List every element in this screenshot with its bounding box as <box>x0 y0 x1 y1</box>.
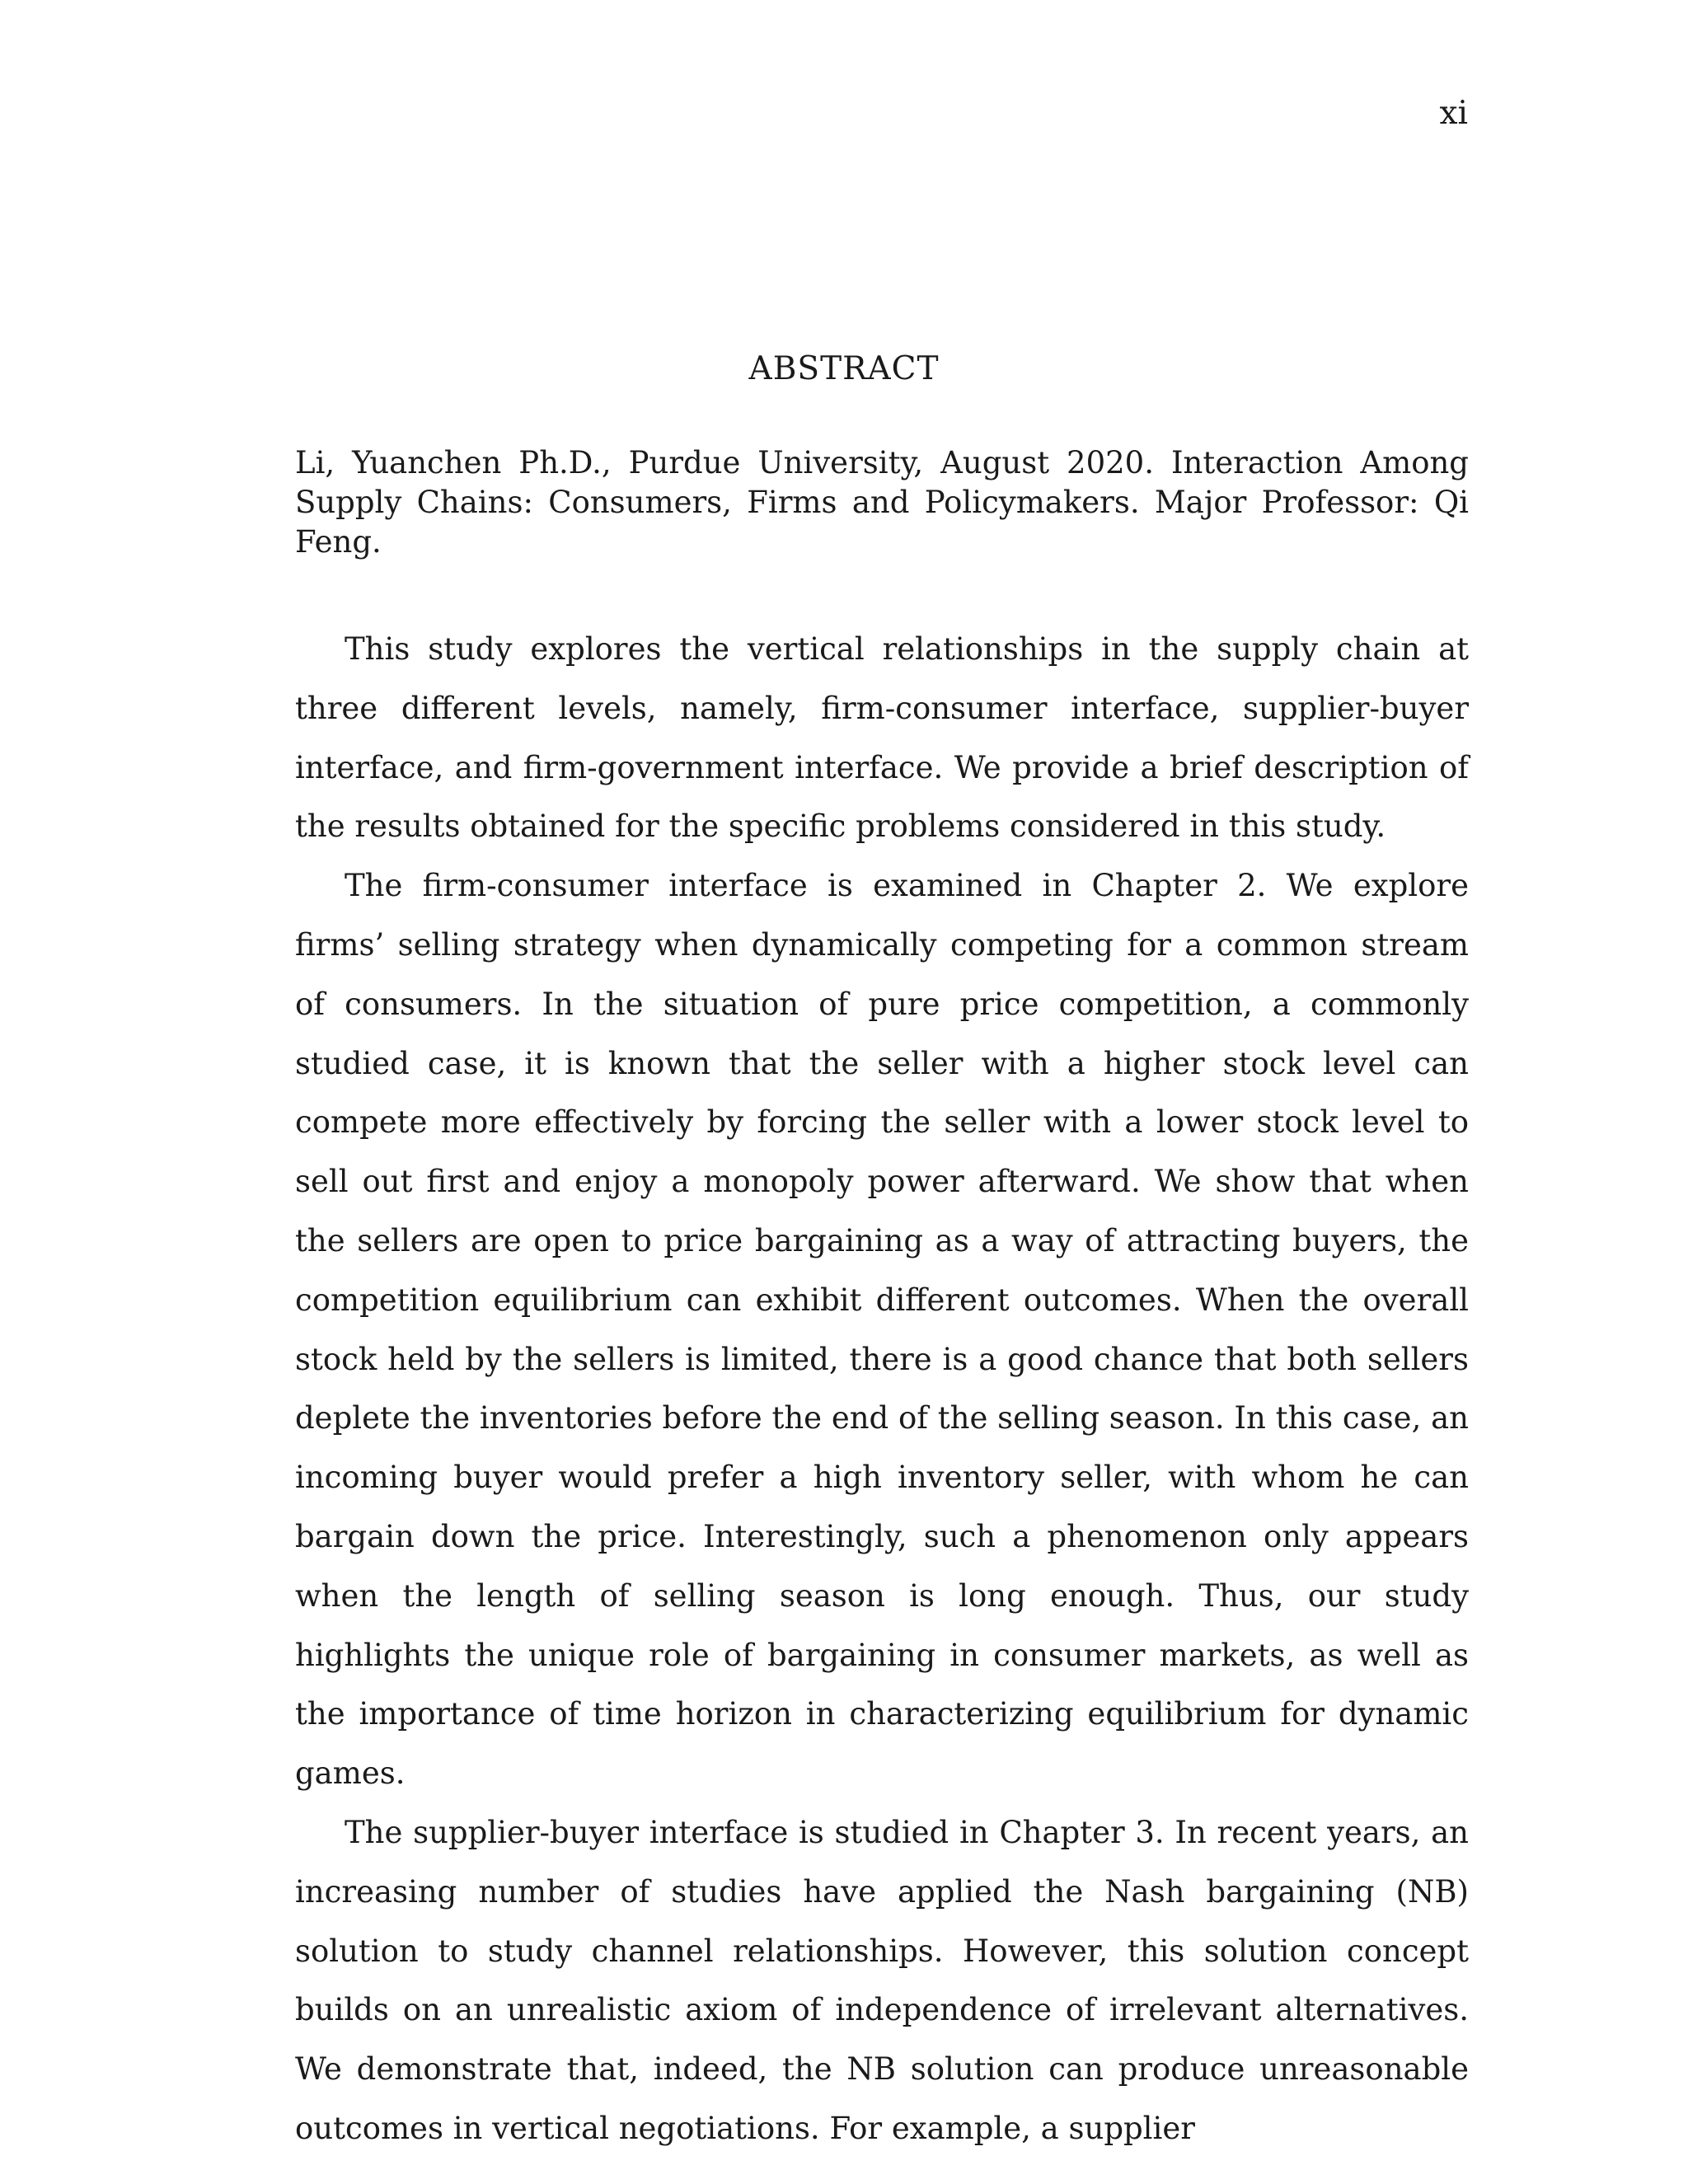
paragraph-2: The firm-consumer interface is examined in Chapter 2. We explore firms’ selling strategy when dynamically competing for a common stream of consumers. In the situation of pure price competition, a commonly studied case, it is known that the seller with a higher stock level can compete more effectively by forcing the seller with a lower stock level to sell out first and enjoy a monopoly power afterward. We show that when the sellers are open to price bargaining as a way of attracting buyers, the competition equilibrium can exhibit different outcomes. When the overall stock held by the sellers is limited, there is a good chance that both sellers deplete the inventories before the end of the selling season. In this case, an incoming buyer would prefer a high inventory seller, with whom he can bargain down the price. Interestingly, such a phenomenon only appears when the length of selling season is long enough. Thus, our study highlights the unique role of bargaining in consumer markets, as well as the importance of time horizon in characterizing equilibrium for dynamic games. <box>295 868 1469 1792</box>
page-title: ABSTRACT <box>748 350 940 387</box>
citation-block: Li, Yuanchen Ph.D., Purdue University, August 2020. Interaction Among Supply Chains: Consumers, Firms and Policymakers. Major Professor: Qi Feng. <box>295 445 1469 560</box>
page-number: xi <box>1439 95 1468 132</box>
paragraph-3: The supplier-buyer interface is studied in Chapter 3. In recent years, an increasing number of studies have applied the Nash bargaining (NB) solution to study channel relationships. However, this solution concept builds on an unrealistic axiom of independence of irrelevant alternatives. We demonstrate that, indeed, the NB solution can produce unreasonable outcomes in vertical negotiations. For example, a supplier <box>295 1814 1469 2146</box>
paragraph-1: This study explores the vertical relationships in the supply chain at three different levels, namely, firm-consumer interface, supplier-buyer interface, and firm-government interface. We provide a brief description of the results obtained for the specific problems considered in this study. <box>295 631 1469 845</box>
abstract-content <box>295 443 1469 2158</box>
abstract-body <box>295 620 1469 2158</box>
